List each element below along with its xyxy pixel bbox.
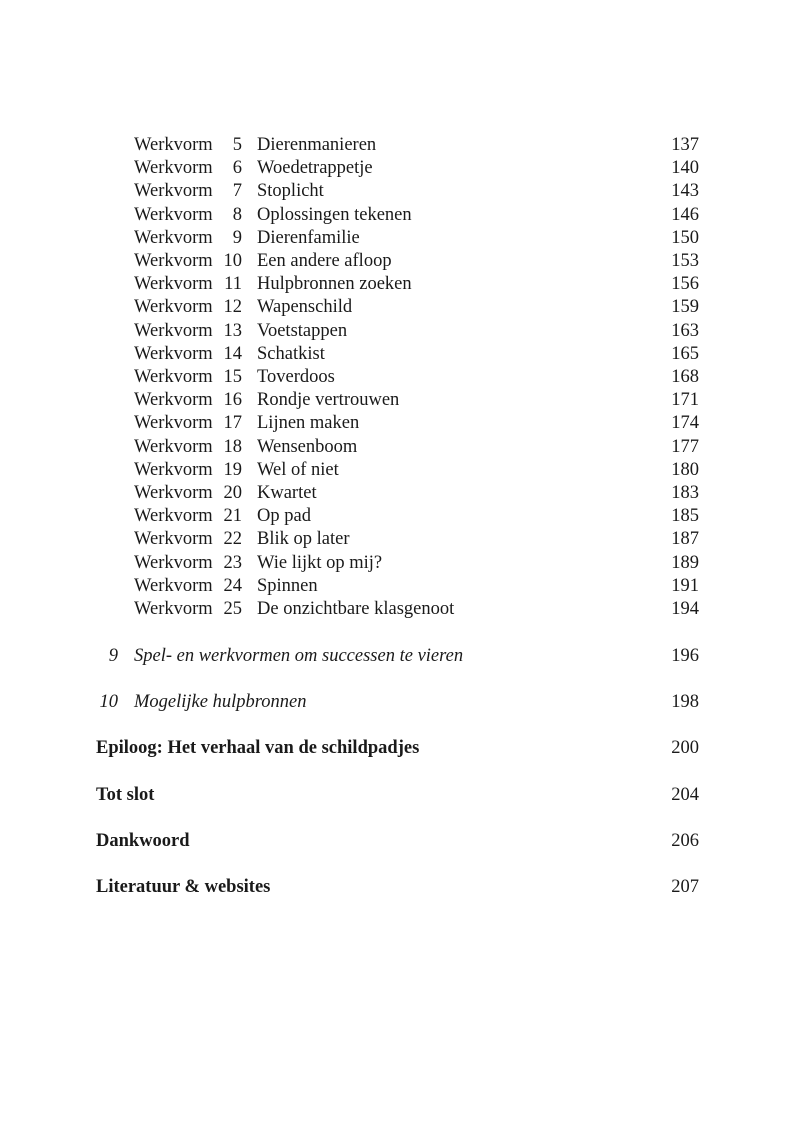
entry-number: 16 — [223, 390, 242, 411]
entry-title: Wensenboom — [257, 436, 358, 457]
page-number: 153 — [671, 251, 699, 271]
entry-title: Blik op later — [257, 529, 350, 550]
page-number: 143 — [671, 181, 699, 202]
entry-label: Werkvorm — [134, 436, 213, 457]
chapter-title: Mogelijke hulpbronnen — [134, 692, 307, 712]
entry-label: Werkvorm — [134, 135, 213, 155]
entry-title: Een andere afloop — [257, 251, 392, 271]
toc-entry — [0, 598, 800, 621]
page-number: 177 — [671, 436, 699, 457]
page-number: 187 — [671, 529, 699, 550]
page-number: 140 — [671, 158, 699, 179]
entry-number: 6 — [232, 158, 242, 179]
entry-title: Voetstappen — [257, 320, 348, 341]
entry-number: 21 — [223, 506, 242, 527]
page-number: 159 — [671, 297, 699, 318]
entry-title: Oplossingen tekenen — [257, 204, 412, 225]
entry-title: Spinnen — [257, 575, 318, 596]
entry-title: Woedetrappetje — [257, 158, 373, 179]
entry-number: 19 — [223, 459, 242, 480]
entry-label: Werkvorm — [134, 251, 213, 271]
entry-label: Werkvorm — [134, 506, 213, 527]
entry-label: Werkvorm — [134, 413, 213, 434]
toc-entry — [0, 204, 800, 227]
page-number: 204 — [671, 785, 699, 805]
page-number: 171 — [671, 390, 699, 411]
section-title: Literatuur & websites — [96, 877, 271, 897]
toc-entry — [0, 552, 800, 575]
entry-title: Toverdoos — [257, 367, 335, 387]
toc-entry — [0, 320, 800, 343]
toc-entry — [0, 389, 800, 412]
entry-number: 15 — [223, 367, 242, 387]
toc-entry — [0, 180, 800, 203]
entry-title: Kwartet — [257, 483, 317, 503]
entry-title: Dierenfamilie — [257, 227, 360, 248]
entry-number: 23 — [223, 552, 242, 573]
entry-label: Werkvorm — [134, 575, 213, 596]
page-number: 200 — [671, 738, 699, 758]
section-entry — [0, 875, 800, 899]
entry-number: 17 — [223, 413, 242, 434]
section-entry — [0, 829, 800, 853]
chapter-title: Spel- en werkvormen om successen te vieren — [134, 646, 464, 666]
entry-label: Werkvorm — [134, 204, 213, 225]
entry-title: Lijnen maken — [257, 413, 360, 434]
section-entry — [0, 736, 800, 760]
page-number: 137 — [671, 135, 699, 155]
page-number: 156 — [671, 274, 699, 295]
entry-number: 18 — [223, 436, 242, 457]
entry-title: Hulpbronnen zoeken — [257, 274, 412, 295]
chapter-number: 10 — [99, 692, 118, 712]
section-title: Tot slot — [96, 785, 155, 805]
entry-label: Werkvorm — [134, 181, 213, 202]
entry-title: Wel of niet — [257, 459, 339, 480]
entry-title: De onzichtbare klasgenoot — [257, 599, 455, 619]
entry-number: 20 — [223, 483, 242, 503]
entry-number: 9 — [232, 227, 242, 248]
entry-label: Werkvorm — [134, 552, 213, 573]
entry-title: Schatkist — [257, 343, 325, 364]
toc-entry — [0, 575, 800, 598]
entry-label: Werkvorm — [134, 297, 213, 318]
toc-entry — [0, 505, 800, 528]
entry-label: Werkvorm — [134, 459, 213, 480]
page-number: 183 — [671, 483, 699, 503]
entry-label: Werkvorm — [134, 483, 213, 503]
entry-title: Rondje vertrouwen — [257, 390, 400, 411]
toc-entry — [0, 459, 800, 482]
entry-label: Werkvorm — [134, 227, 213, 248]
page-number: 165 — [671, 343, 699, 364]
toc-entry — [0, 436, 800, 459]
chapter-entry — [0, 644, 800, 668]
entry-label: Werkvorm — [134, 390, 213, 411]
toc-entry — [0, 157, 800, 180]
toc-entry — [0, 343, 800, 366]
page-number: 189 — [671, 552, 699, 573]
entry-number: 13 — [223, 320, 242, 341]
entry-number: 24 — [223, 575, 242, 596]
entry-title: Wie lijkt op mij? — [257, 552, 383, 573]
section-entry — [0, 783, 800, 807]
entry-title: Wapenschild — [257, 297, 353, 318]
page-number: 194 — [671, 599, 699, 619]
entry-label: Werkvorm — [134, 599, 213, 619]
page-number: 150 — [671, 227, 699, 248]
page-number: 206 — [671, 831, 699, 851]
page-number: 207 — [671, 877, 699, 897]
entry-number: 5 — [232, 135, 242, 155]
page-number: 180 — [671, 459, 699, 480]
toc-entry — [0, 412, 800, 435]
entry-number: 11 — [224, 274, 242, 295]
entry-title: Dierenmanieren — [257, 135, 377, 155]
entry-number: 14 — [223, 343, 242, 364]
entry-title: Stoplicht — [257, 181, 324, 202]
page-number: 185 — [671, 506, 699, 527]
toc-entry — [0, 482, 800, 505]
toc-entry — [0, 134, 800, 157]
chapter-entry — [0, 690, 800, 714]
chapter-number: 9 — [108, 646, 118, 666]
entry-title: Op pad — [257, 506, 311, 527]
toc-entry — [0, 250, 800, 273]
entry-number: 22 — [223, 529, 242, 550]
entry-label: Werkvorm — [134, 343, 213, 364]
page-number: 198 — [671, 692, 699, 712]
entry-label: Werkvorm — [134, 320, 213, 341]
section-title: Dankwoord — [96, 831, 190, 851]
entry-number: 10 — [223, 251, 242, 271]
page-number: 168 — [671, 367, 699, 387]
toc-entry — [0, 227, 800, 250]
toc-entry — [0, 273, 800, 296]
toc-entry — [0, 366, 800, 389]
toc-entry — [0, 528, 800, 551]
section-title: Epiloog: Het verhaal van de schildpadjes — [96, 738, 420, 758]
entry-number: 7 — [232, 181, 242, 202]
entry-number: 25 — [223, 599, 242, 619]
page-number: 196 — [671, 646, 699, 666]
page-number: 146 — [671, 204, 699, 225]
toc-entry — [0, 296, 800, 319]
entry-label: Werkvorm — [134, 367, 213, 387]
page-number: 174 — [671, 413, 699, 434]
entry-number: 12 — [223, 297, 242, 318]
entry-number: 8 — [232, 204, 242, 225]
entry-label: Werkvorm — [134, 274, 213, 295]
entry-label: Werkvorm — [134, 158, 213, 179]
page-number: 163 — [671, 320, 699, 341]
page-number: 191 — [671, 575, 699, 596]
entry-label: Werkvorm — [134, 529, 213, 550]
